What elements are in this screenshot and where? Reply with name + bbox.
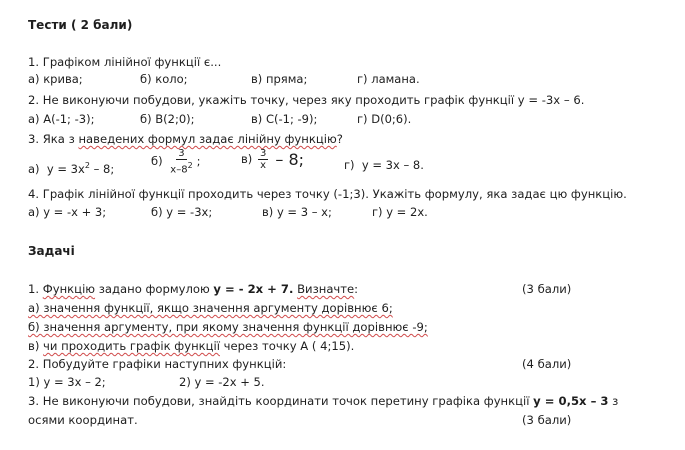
t1-number: 1. [28, 282, 43, 296]
t1-c-underlined: чи проходить графік функції [43, 339, 220, 353]
question-2-options [0, 112, 685, 127]
t1-formula: у = - 2х + 7. [213, 282, 294, 296]
t1-c-label: в) [28, 339, 44, 353]
q3-b-denominator [168, 160, 194, 175]
tasks-heading: Задачі [28, 244, 75, 258]
q3-b-label: б) [151, 154, 163, 169]
q3-option-a [28, 158, 114, 177]
q3-text-start: 3. Яка з [28, 132, 79, 146]
q3-a-rest: – 8; [89, 161, 115, 176]
t2-item-1: 1) у = 3х – 2; [28, 375, 106, 389]
q4-option-b: б) у = -3х; [151, 205, 213, 219]
task-3-text-line2: осями координат. [28, 413, 138, 427]
task-1-item-b: б) значення аргументу, при якому значення функції дорівнює -9; [28, 320, 428, 334]
q2-option-a: а) А(-1; -3); [28, 112, 95, 126]
q3-a-label: а) [28, 161, 40, 176]
question-3-text [28, 132, 343, 147]
q3-option-d [344, 158, 424, 173]
q3-a-exponent: 2 [84, 161, 90, 170]
task-3-text [28, 394, 618, 409]
q3-c-numerator: 3 [259, 148, 267, 159]
t3-formula: у = 0,5х – 3 [533, 394, 609, 408]
q3-a-formula: у = 3х [46, 161, 85, 176]
q3-c-fraction [258, 148, 268, 171]
task-1-text [28, 282, 358, 297]
q4-option-a: а) у = -х + 3; [28, 205, 107, 219]
task-1-points: (3 бали) [522, 282, 572, 296]
question-4-options [0, 205, 685, 220]
q3-b-denominator-exp: 2 [187, 161, 193, 170]
t1-c-end: через точку А ( 4;15). [220, 339, 355, 353]
q2-option-b: б) В(2;0); [140, 112, 195, 126]
q3-d-label: г) [344, 158, 355, 172]
question-1-options [0, 72, 685, 87]
q1-option-c: в) пряма; [251, 72, 308, 86]
q1-option-a: а) крива; [28, 72, 83, 86]
q3-b-tail: ; [196, 154, 201, 169]
t1-text-mid: задано формулою [95, 282, 214, 296]
task-2-items [0, 375, 685, 390]
q3-b-denominator-base: х–8 [170, 164, 188, 176]
q1-option-d: г) ламана. [357, 72, 420, 86]
q3-text-underlined: наведених формул задає лінійну функцію [78, 132, 337, 146]
question-2-text: 2. Не виконуючи побудови, укажіть точку, через яку проходить графік функції у = -3х – 6. [28, 93, 585, 107]
t1-word-determine: Визначте [297, 282, 355, 296]
t3-text-tail: з [608, 394, 619, 408]
q3-b-fraction [168, 148, 194, 175]
task-1-item-c [28, 339, 354, 354]
question-4-text: 4. Графік лінійної функції проходить через точку (-1;3). Укажіть формулу, яка задає цю функцію. [28, 187, 627, 201]
q3-c-rest: – 8; [270, 150, 305, 169]
t3-text: 3. Не виконуючи побудови, знайдіть координати точок перетину графіка функції [28, 394, 530, 408]
task-2-points: (4 бали) [522, 357, 572, 371]
q3-b-numerator: 3 [178, 148, 185, 159]
q3-c-denominator: х [260, 160, 267, 171]
q3-option-c [241, 148, 304, 171]
task-1-item-a: а) значення функції, якщо значення аргументу дорівнює 6; [28, 301, 393, 315]
question-1-text: 1. Графіком лінійної функції є... [28, 55, 222, 69]
q4-option-d: г) у = 2х. [372, 205, 428, 219]
task-3-points: (3 бали) [522, 413, 572, 427]
q2-option-d: г) D(0;6). [357, 112, 412, 126]
t2-item-2: 2) у = -2х + 5. [179, 375, 265, 389]
q3-c-label: в) [241, 152, 253, 166]
question-3-options [0, 148, 685, 182]
t1-text-end: : [354, 282, 359, 296]
task-2-text: 2. Побудуйте графіки наступних функцій: [28, 357, 287, 371]
q3-option-b [151, 148, 201, 175]
q4-option-c: в) у = 3 – х; [262, 205, 332, 219]
q1-option-b: б) коло; [140, 72, 188, 86]
q3-text-end: ? [336, 132, 343, 146]
q2-option-c: в) С(-1; -9); [251, 112, 318, 126]
tests-heading: Тести ( 2 бали) [28, 18, 133, 32]
t1-word-function: Функцію [42, 282, 96, 296]
q3-d-formula: у = 3х – 8. [361, 158, 424, 172]
